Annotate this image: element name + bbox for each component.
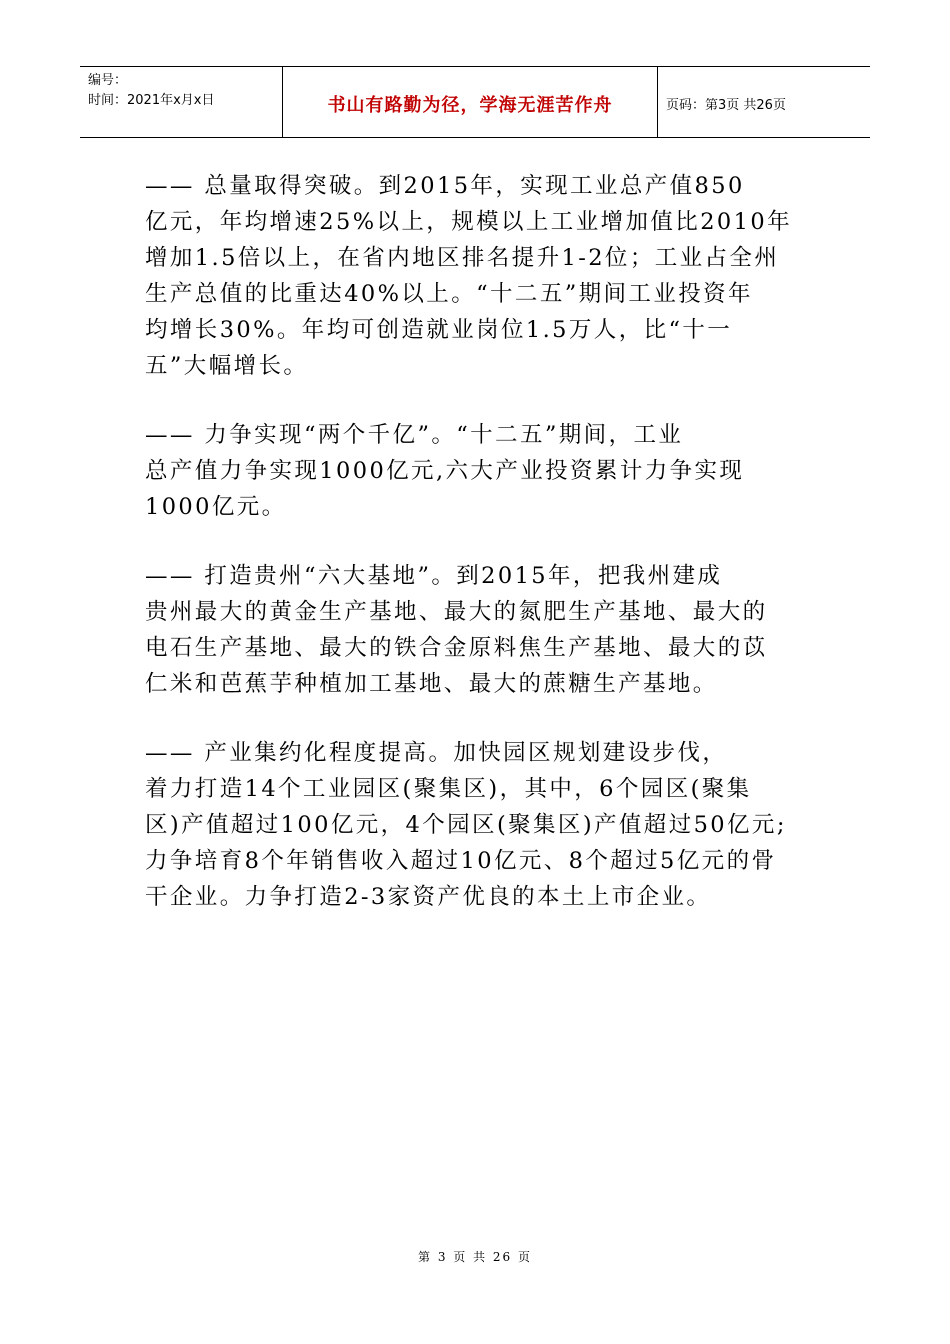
text-line: 着力打造14个工业园区(聚集区)，其中，6个园区(聚集: [145, 776, 752, 802]
text-line: 区)产值超过100亿元，4个园区(聚集区)产值超过50亿元;: [145, 812, 787, 838]
header-motto-cell: [283, 67, 658, 137]
text-line: 仁米和芭蕉芋种植加工基地、最大的蔗糖生产基地。: [145, 671, 718, 697]
document-body: [145, 168, 810, 948]
text-line: 力争培育8个年销售收入超过10亿元、8个超过5亿元的骨: [145, 848, 777, 874]
text-line: 增加1.5倍以上，在省内地区排名提升1-2位；工业占全州: [145, 245, 780, 271]
text-line: —— 总量取得突破。到2015年，实现工业总产值850: [145, 173, 745, 199]
time-label: 时间：2021年x月x日: [88, 93, 215, 108]
header-meta-cell: [80, 67, 283, 137]
text-line: 贵州最大的黄金生产基地、最大的氮肥生产基地、最大的: [145, 599, 768, 625]
serial-label: 编号：: [88, 73, 128, 88]
text-line: 五”大幅增长。: [145, 353, 309, 379]
paragraph-six-bases: [145, 558, 810, 702]
paragraph-industrial-parks: [145, 735, 810, 915]
text-line: 均增长30%。年均可创造就业岗位1.5万人，比“十一: [145, 317, 733, 343]
text-line: —— 力争实现“两个千亿”。“十二五”期间，工业: [145, 422, 684, 448]
text-line: 1000亿元。: [145, 494, 287, 520]
motto-text: 书山有路勤为径，学海无涯苦作舟: [327, 95, 613, 116]
page-info: 页码：第3页 共26页: [666, 98, 786, 113]
paragraph-total-output: [145, 168, 810, 384]
header-page-cell: [658, 67, 870, 137]
text-line: —— 打造贵州“六大基地”。到2015年，把我州建成: [145, 563, 723, 589]
text-line: 生产总值的比重达40%以上。“十二五”期间工业投资年: [145, 281, 753, 307]
text-line: 干企业。力争打造2-3家资产优良的本土上市企业。: [145, 884, 712, 910]
text-line: 亿元，年均增速25%以上，规模以上工业增加值比2010年: [145, 209, 792, 235]
page-footer: 第 3 页 共 26 页: [418, 1250, 532, 1264]
text-line: —— 产业集约化程度提高。加快园区规划建设步伐，: [145, 740, 728, 766]
paragraph-two-hundred-billion: [145, 417, 810, 525]
text-line: 电石生产基地、最大的铁合金原料焦生产基地、最大的苡: [145, 635, 768, 661]
page-header: [80, 66, 870, 138]
text-line: 总产值力争实现1000亿元,六大产业投资累计力争实现: [145, 458, 745, 484]
